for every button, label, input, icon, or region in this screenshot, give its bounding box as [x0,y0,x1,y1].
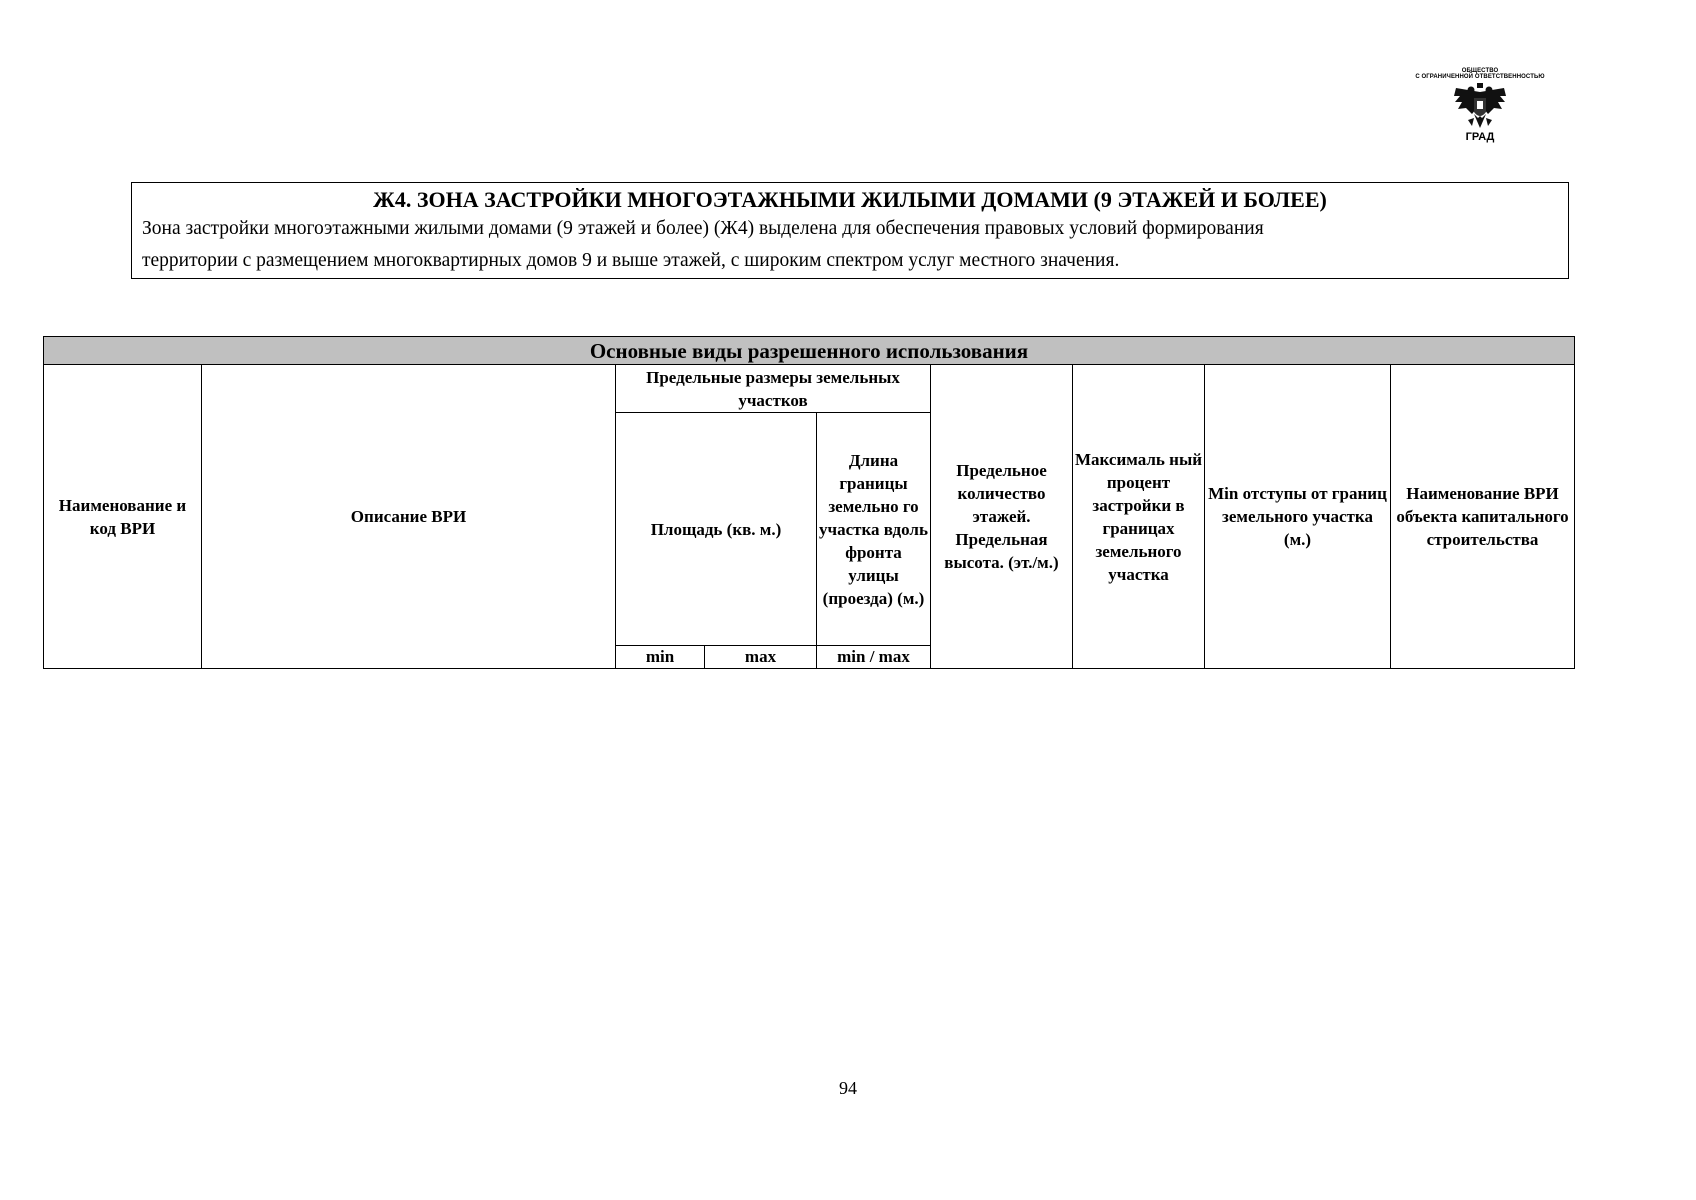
col-header-max-percent: Максималь ный процент застройки в границах земельного участка [1073,365,1205,669]
col-header-plot-sizes: Предельные размеры земельных участков [616,365,931,413]
col-header-min-setbacks: Min отступы от границ земельного участка (м.) [1205,365,1391,669]
col-header-capital-object: Наименование ВРИ объекта капитального строительства [1391,365,1575,669]
col-header-frontage: Длина границы земельно го участка вдоль фронта улицы (проезда) (м.) [817,413,931,646]
subheader-area-min: min [616,646,705,669]
zone-description-line-2: территории с размещением многоквартирных домов 9 и выше этажей, с широким спектром услуг местного значения. [142,250,1120,271]
logo-caption-line1: ОБЩЕСТВО [1461,68,1499,74]
zone-info-box [131,182,1569,279]
page-number: 94 [839,1078,857,1098]
col-header-description: Описание ВРИ [202,365,616,669]
subheader-frontage-minmax: min / max [817,646,931,669]
col-header-area: Площадь (кв. м.) [616,413,817,646]
table-main-header: Основные виды разрешенного использования [44,337,1575,365]
logo-name: ГРАД [1465,131,1495,143]
permitted-use-table [43,336,1575,669]
col-header-floors: Предельное количество этажей. Предельная высота. (эт./м.) [931,365,1073,669]
col-header-name-code: Наименование и код ВРИ [44,365,202,669]
zone-description-line-1: Зона застройки многоэтажными жилыми домами (9 этажей и более) (Ж4) выделена для обеспечения правовых условий формирования [142,218,1264,239]
zone-title: Ж4. ЗОНА ЗАСТРОЙКИ МНОГОЭТАЖНЫМИ ЖИЛЫМИ ДОМАМИ (9 ЭТАЖЕЙ И БОЛЕЕ) [373,187,1327,212]
subheader-area-max: max [705,646,817,669]
double-headed-eagle-icon [1452,82,1508,132]
company-logo [1392,68,1568,152]
logo-caption-line2: С ОГРАНИЧЕННОЙ ОТВЕТСТВЕННОСТЬЮ [1415,74,1545,80]
